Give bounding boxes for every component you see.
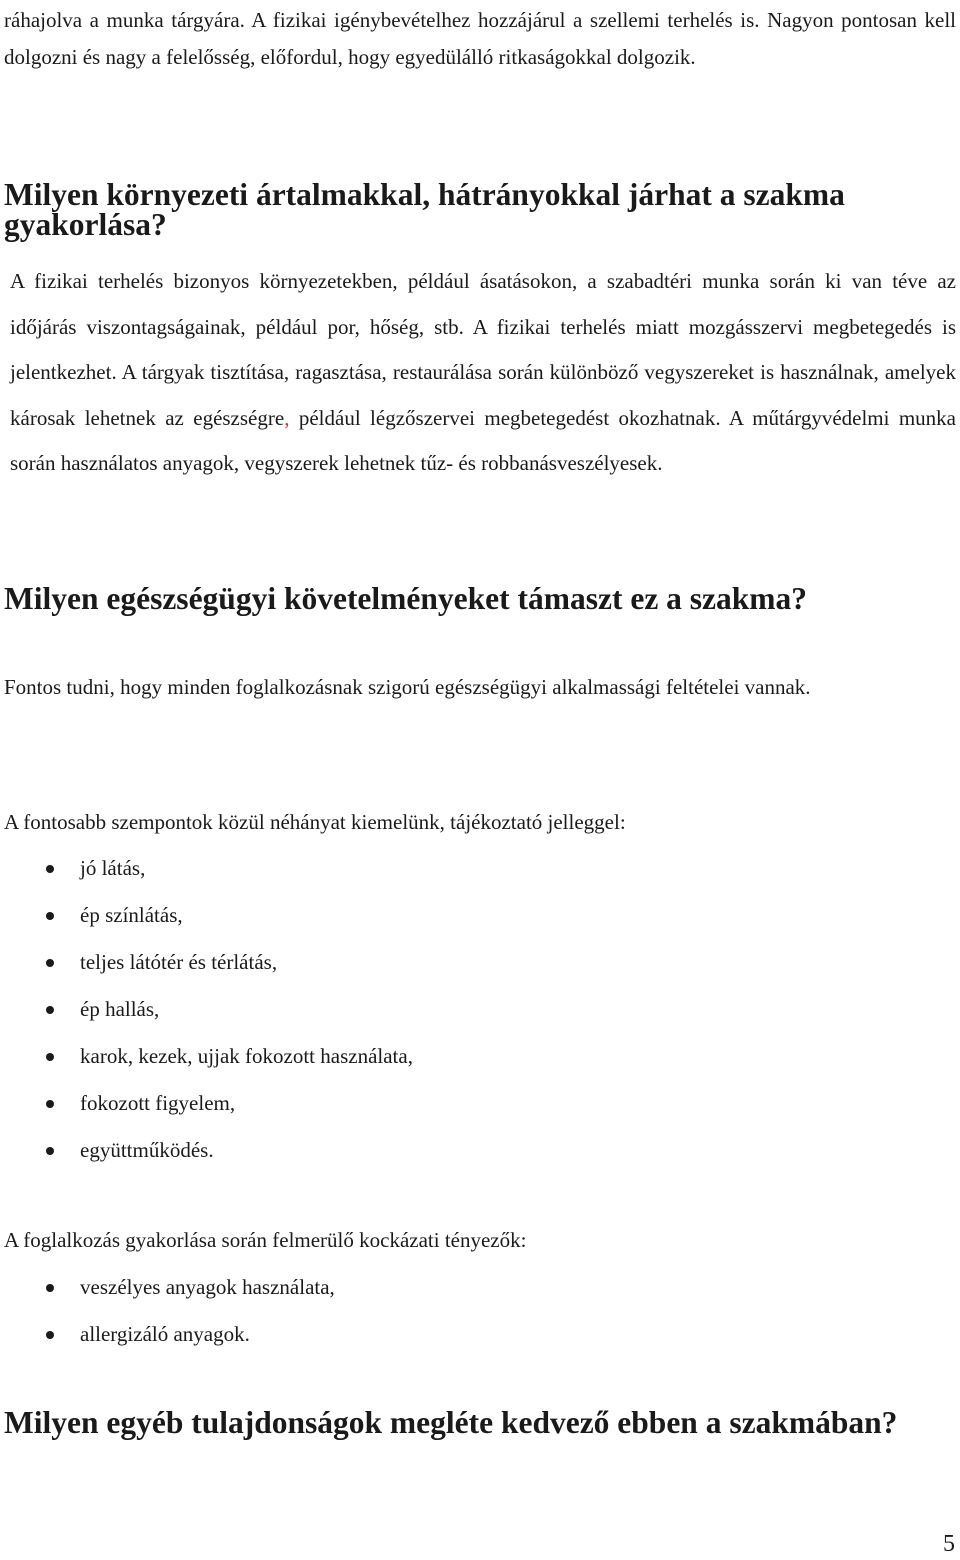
highlighted-comma: ,	[284, 405, 290, 430]
environment-paragraph	[10, 259, 956, 487]
health-heading: Milyen egészségügyi követelményeket támaszt ez a szakma?	[4, 581, 808, 616]
bullet-icon	[46, 1331, 54, 1339]
bullet-icon	[46, 912, 54, 920]
list-item: jó látás,	[4, 845, 956, 892]
bullet-icon	[46, 1006, 54, 1014]
list-item: ép hallás,	[4, 986, 956, 1033]
other-traits-heading: Milyen egyéb tulajdonságok megléte kedvező ebben a szakmában?	[4, 1405, 898, 1440]
list-item: teljes látótér és térlátás,	[4, 939, 956, 986]
aspects-list	[4, 845, 956, 1174]
list-item: karok, kezek, ujjak fokozott használata,	[4, 1033, 956, 1080]
environment-heading: Milyen környezeti ártalmakkal, hátrányokkal járhat a szakma gyakorlása?	[4, 177, 845, 242]
intro-continuation-paragraph: ráhajolva a munka tárgyára. A fizikai igénybevételhez hozzájárul a szellemi terhelés is. Nagyon pontosan kell dolgozni és nagy a felelősség, előfordul, hogy egyedülálló ritkaságokkal dolgozik.	[4, 8, 956, 69]
environment-text-part1: A fizikai terhelés bizonyos környezetekben, például ásatásokon, a szabadtéri munka során ki van téve az időjárás viszontagságainak, például por, hőség, stb. A fizikai terhelés miatt mozgásszervi megbetegedés is jelentkezhet. A tárgyak tisztítása, ragasztása, restaurálása során különböző vegyszereket is használnak, amelyek károsak lehetnek az egészségre	[10, 269, 956, 430]
page-number: 5	[943, 1531, 955, 1557]
risks-list	[4, 1264, 956, 1358]
bullet-icon	[46, 1053, 54, 1061]
aspects-intro-paragraph: A fontosabb szempontok közül néhányat kiemelünk, tájékoztató jelleggel:	[4, 810, 626, 834]
list-item: ép színlátás,	[4, 892, 956, 939]
list-item: veszélyes anyagok használata,	[4, 1264, 956, 1311]
bullet-icon	[46, 865, 54, 873]
list-item: allergizáló anyagok.	[4, 1311, 956, 1358]
bullet-icon	[46, 959, 54, 967]
risks-intro-paragraph: A foglalkozás gyakorlása során felmerülő kockázati tényezők:	[4, 1228, 527, 1252]
bullet-icon	[46, 1147, 54, 1155]
list-item: együttműködés.	[4, 1127, 956, 1174]
bullet-icon	[46, 1284, 54, 1292]
list-item: fokozott figyelem,	[4, 1080, 956, 1127]
environment-text-part2: például légzőszervei megbetegedést okozhatnak. A műtárgyvédelmi munka során használatos anyagok, vegyszerek lehetnek tűz- és robbanásveszélyesek.	[10, 405, 957, 475]
health-requirements-paragraph: Fontos tudni, hogy minden foglalkozásnak szigorú egészségügyi alkalmassági feltételei vannak.	[4, 675, 811, 699]
bullet-icon	[46, 1100, 54, 1108]
